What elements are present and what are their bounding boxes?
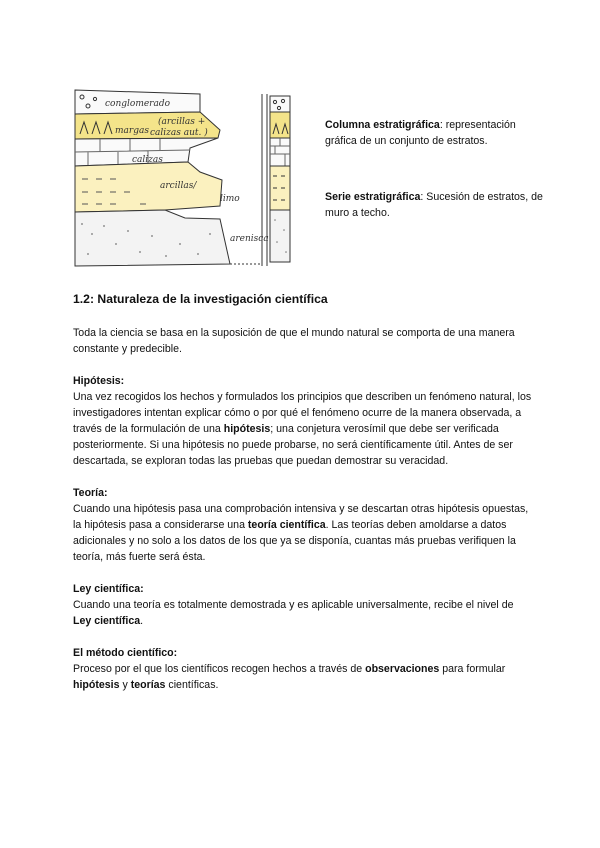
label-limo: limo [220, 194, 240, 204]
label-margas: margas [115, 126, 149, 136]
term-serie: Serie estratigráfica [325, 191, 421, 203]
stratigraphic-drawing [70, 84, 315, 276]
layer-arenisca [75, 210, 230, 266]
term-columna: Columna estratigráfica [325, 119, 440, 131]
text-ley: Cuando una teoría es totalmente demostrada y es aplicable universalmente, recibe el nivel de Ley científica. [73, 599, 514, 627]
intro-paragraph: Toda la ciencia se basa en la suposición de que el mundo natural se comporta de una manera constante y predecible. [73, 327, 515, 355]
block-metodo [73, 645, 533, 693]
label-arenisca: arenisca [230, 234, 269, 244]
title-ley: Ley científica: [73, 583, 144, 595]
stratigraphic-figure [70, 84, 315, 276]
text-teoria: Cuando una hipótesis pasa una comprobación intensiva y se descartan otras hipótesis opuestas, la hipótesis pasa a considerarse una teoría científica. Las teorías deben amoldarse a datos adicionales y no solo a los datos de los que ya se disponía, cuantas más pruebas verifiquen la teoría, más fuerte será ésta. [73, 503, 529, 563]
title-metodo: El método científico: [73, 647, 178, 659]
block-hipotesis [73, 373, 533, 469]
label-conglomerado: conglomerado [105, 99, 171, 109]
text-metodo: Proceso por el que los científicos recogen hechos a través de observaciones para formular hipótesis y teorías científicas. [73, 663, 506, 691]
text-hipotesis: Una vez recogidos los hechos y formulados los principios que describen un fenómeno natural, los investigadores intentan explicar cómo o por qué el fenómeno ocurre de la manera observada, a través de la formulación de una hipótesis; una conjetura verosímil que debe ser verificada posteriormente. Si una hipótesis no puede probarse, no será científicamente útil. Antes de ser descartada, se exploran todas las pruebas que puedan demostrar su veracidad. [73, 391, 532, 467]
def-serie: : Sucesión de estratos, de muro a techo. [325, 191, 543, 219]
label-calizas: calizas [132, 155, 163, 165]
title-hipotesis: Hipótesis: [73, 375, 125, 387]
label-arcillas: arcillas/ [160, 181, 197, 191]
section-heading: 1.2: Naturaleza de la investigación científica [73, 292, 328, 306]
main-content [73, 291, 533, 709]
label-margas-3: calizas aut. ) [150, 128, 208, 138]
label-margas-2: (arcillas + [158, 117, 206, 127]
block-teoria [73, 485, 533, 565]
def-columna: : representación gráfica de un conjunto de estratos. [325, 119, 516, 147]
note-columna-estratigrafica [325, 117, 550, 149]
block-ley [73, 581, 533, 629]
title-teoria: Teoría: [73, 487, 108, 499]
note-serie-estratigrafica [325, 189, 550, 221]
